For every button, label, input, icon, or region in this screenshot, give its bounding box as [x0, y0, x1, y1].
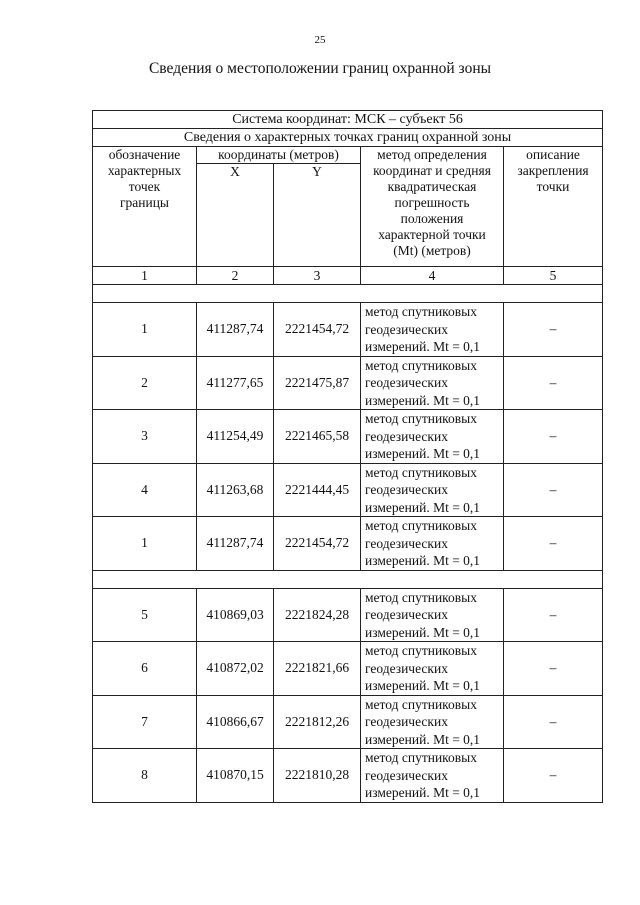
coordinate-y: 2221810,28: [274, 749, 361, 803]
method-line: геодезических: [365, 428, 448, 444]
coordinate-x: 410866,67: [197, 695, 274, 749]
point-designation: 4: [93, 463, 197, 517]
boundary-points-table: [92, 110, 603, 803]
method-description: [361, 303, 504, 357]
point-designation: 3: [93, 410, 197, 464]
group-separator: [93, 285, 603, 303]
coordinate-x: 411263,68: [197, 463, 274, 517]
point-designation: 5: [93, 588, 197, 642]
method-description: [361, 517, 504, 571]
header-line: описание: [526, 147, 580, 162]
method-line: измерений. Mt = 0,1: [365, 446, 481, 461]
coordinate-x: 410872,02: [197, 642, 274, 696]
fixation-description: –: [504, 695, 603, 749]
column-number: 1: [93, 267, 197, 285]
method-line: геодезических: [365, 321, 448, 337]
table-row: [93, 642, 603, 696]
header-line: границы: [119, 195, 170, 210]
method-line: измерений. Mt = 0,1: [365, 678, 481, 693]
coordinate-x: 411287,74: [197, 303, 274, 357]
fixation-description: –: [504, 749, 603, 803]
header-line: обозначение: [108, 147, 181, 162]
header-method: [361, 147, 504, 267]
document-title: Сведения о местоположении границ охранной зоны: [148, 60, 492, 77]
fixation-description: –: [504, 588, 603, 642]
table-row: [93, 463, 603, 517]
header-x: X: [197, 164, 274, 267]
table-row: [93, 695, 603, 749]
table-row: [93, 517, 603, 571]
fixation-description: –: [504, 356, 603, 410]
method-line: геодезических: [365, 535, 448, 551]
coordinate-x: 411277,65: [197, 356, 274, 410]
header-line: положения: [400, 211, 464, 226]
table-row: [93, 749, 603, 803]
method-line: метод спутниковых: [365, 518, 477, 533]
coordinate-y: 2221475,87: [274, 356, 361, 410]
fixation-description: –: [504, 463, 603, 517]
method-line: метод спутниковых: [365, 464, 477, 480]
points-info-title: Сведения о характерных точках границ охранной зоны: [93, 129, 603, 147]
method-line: геодезических: [365, 767, 448, 783]
header-line: метод определения: [377, 147, 487, 162]
method-line: геодезических: [365, 660, 448, 676]
method-line: геодезических: [365, 482, 448, 497]
coordinate-y: 2221454,72: [274, 303, 361, 357]
coordinate-x: 411254,49: [197, 410, 274, 464]
table-row: [93, 303, 603, 357]
method-line: геодезических: [365, 607, 448, 622]
header-line: (Mt) (метров): [393, 243, 471, 258]
point-designation: 2: [93, 356, 197, 410]
fixation-description: –: [504, 410, 603, 464]
method-description: [361, 749, 504, 803]
group-separator: [93, 570, 603, 588]
method-line: метод спутниковых: [365, 357, 477, 373]
header-line: характерной точки: [378, 227, 486, 242]
method-line: метод спутниковых: [365, 411, 477, 426]
coordinate-y: 2221821,66: [274, 642, 361, 696]
column-number: 5: [504, 267, 603, 285]
method-description: [361, 695, 504, 749]
column-number: 4: [361, 267, 504, 285]
fixation-description: –: [504, 303, 603, 357]
method-line: геодезических: [365, 375, 448, 390]
page-number: 25: [314, 34, 326, 46]
fixation-description: –: [504, 642, 603, 696]
method-description: [361, 463, 504, 517]
coordinate-x: 410869,03: [197, 588, 274, 642]
coordinate-y: 2221454,72: [274, 517, 361, 571]
coordinate-x: 410870,15: [197, 749, 274, 803]
header-line: погрешность: [394, 195, 470, 210]
method-line: измерений. Mt = 0,1: [365, 553, 481, 568]
coordinate-y: 2221465,58: [274, 410, 361, 464]
header-coordinates: координаты (метров): [197, 147, 361, 164]
fixation-description: –: [504, 517, 603, 571]
header-y: Y: [274, 164, 361, 267]
method-line: измерений. Mt = 0,1: [365, 785, 481, 800]
coordinate-y: 2221824,28: [274, 588, 361, 642]
point-designation: 7: [93, 695, 197, 749]
coordinate-system-title: Система координат: МСК – субъект 56: [93, 111, 603, 129]
method-description: [361, 356, 504, 410]
header-line: характерных: [107, 163, 182, 178]
coordinate-y: 2221812,26: [274, 695, 361, 749]
method-description: [361, 588, 504, 642]
header-line: закрепления: [517, 163, 589, 178]
method-line: метод спутниковых: [365, 589, 477, 605]
method-line: метод спутниковых: [365, 750, 477, 765]
header-line: квадратическая: [387, 179, 477, 194]
column-number: 3: [274, 267, 361, 285]
method-line: измерений. Mt = 0,1: [365, 624, 481, 640]
method-line: геодезических: [365, 714, 448, 729]
coordinate-y: 2221444,45: [274, 463, 361, 517]
method-description: [361, 642, 504, 696]
method-line: измерений. Mt = 0,1: [365, 339, 481, 354]
method-line: метод спутниковых: [365, 643, 477, 658]
table-row: [93, 356, 603, 410]
method-line: метод спутниковых: [365, 696, 477, 712]
method-description: [361, 410, 504, 464]
header-line: координат и средняя: [373, 163, 491, 178]
method-line: метод спутниковых: [365, 304, 477, 319]
point-designation: 8: [93, 749, 197, 803]
header-line: точки: [536, 179, 570, 194]
header-description: [504, 147, 603, 267]
coordinate-x: 411287,74: [197, 517, 274, 571]
header-point-designation: [93, 147, 197, 267]
table-row: [93, 410, 603, 464]
point-designation: 6: [93, 642, 197, 696]
point-designation: 1: [93, 303, 197, 357]
table-row: [93, 588, 603, 642]
column-number: 2: [197, 267, 274, 285]
header-line: точек: [128, 179, 161, 194]
method-line: измерений. Mt = 0,1: [365, 392, 481, 408]
method-line: измерений. Mt = 0,1: [365, 731, 481, 747]
method-line: измерений. Mt = 0,1: [365, 499, 481, 515]
point-designation: 1: [93, 517, 197, 571]
